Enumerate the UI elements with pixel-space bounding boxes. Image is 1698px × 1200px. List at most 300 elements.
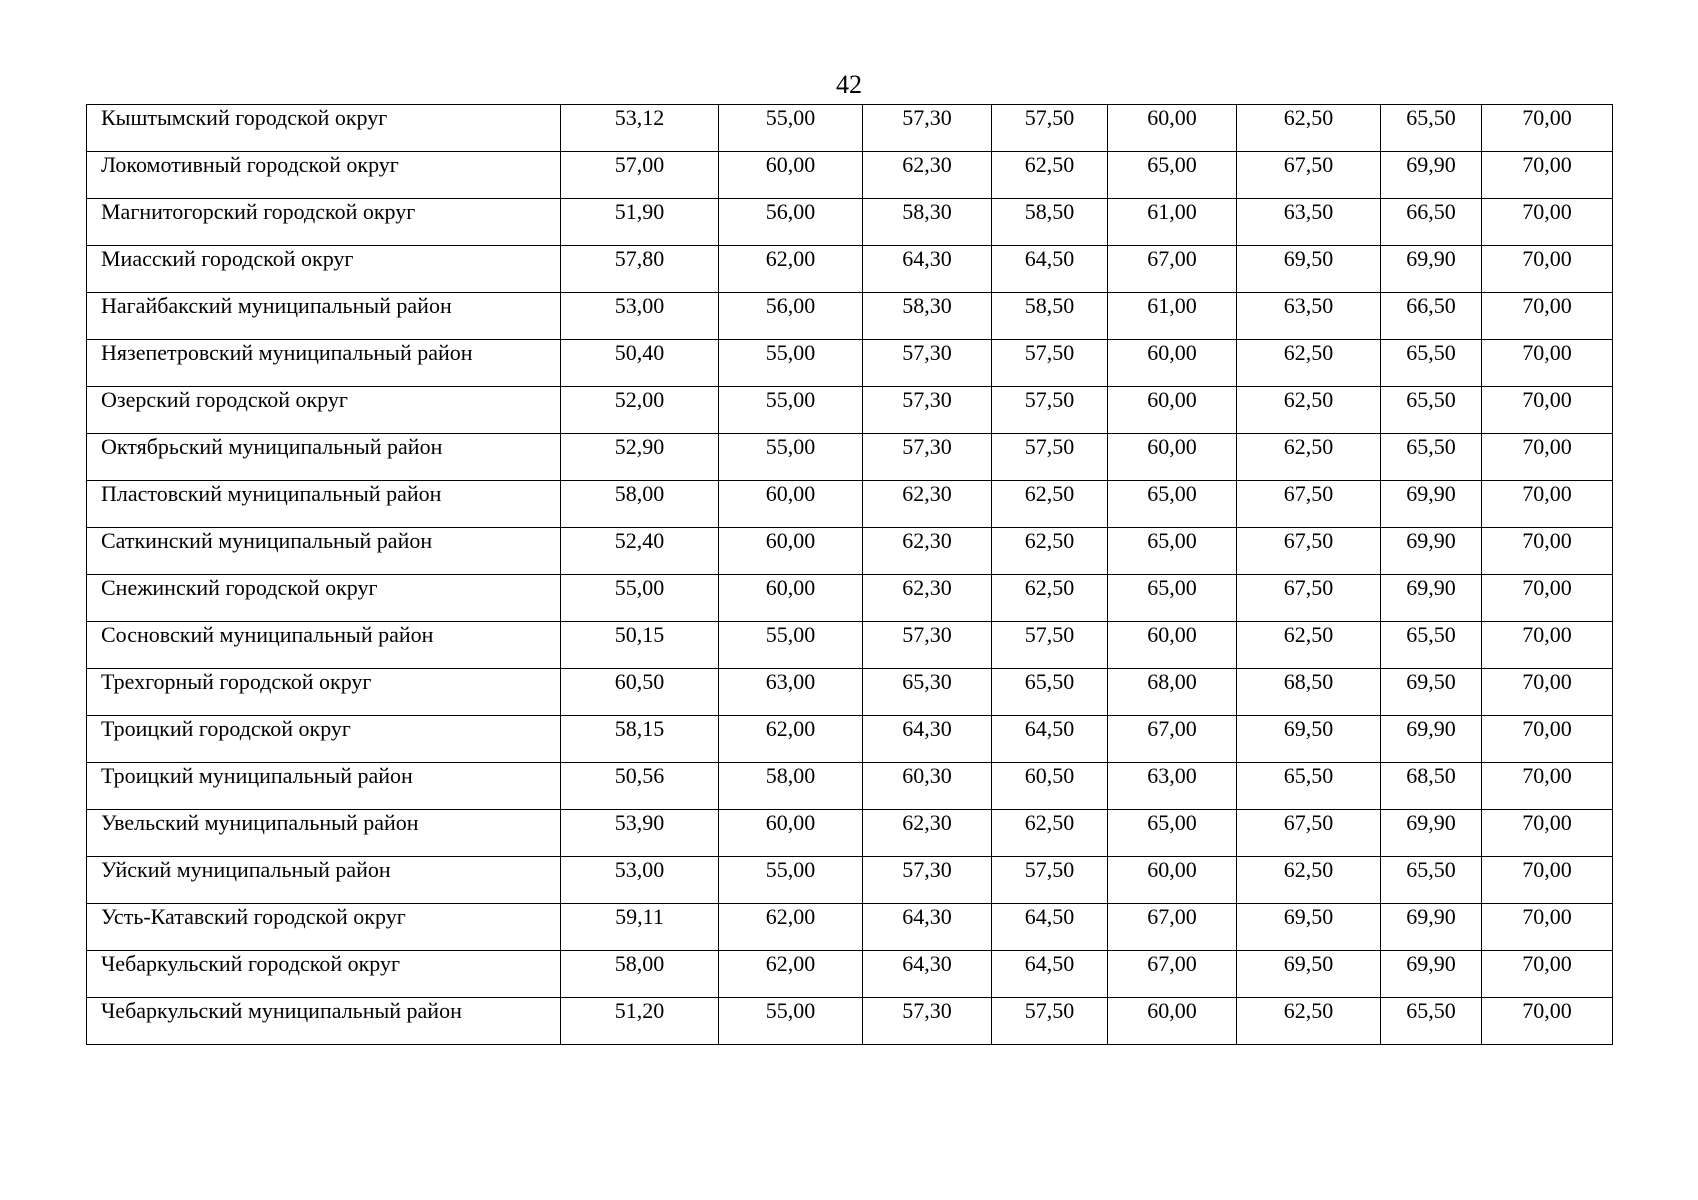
value-cell <box>1482 857 1613 904</box>
value-text: 60,00 <box>765 810 816 835</box>
value-cell <box>1381 293 1482 340</box>
value-text: 57,30 <box>902 387 952 412</box>
value-cell <box>1381 763 1482 810</box>
value-cell <box>1381 622 1482 669</box>
value-text: 64,50 <box>1024 904 1075 929</box>
value-text: 58,00 <box>765 763 816 788</box>
value-cell <box>1482 716 1613 763</box>
value-cell <box>1108 387 1237 434</box>
value-cell <box>719 199 863 246</box>
value-cell <box>561 246 719 293</box>
value-text: 70,00 <box>1522 340 1572 365</box>
value-text: 62,30 <box>902 152 952 177</box>
municipality-name-cell <box>87 810 561 857</box>
municipality-name-cell <box>87 951 561 998</box>
table-row <box>87 528 1613 575</box>
value-text: 62,30 <box>902 575 952 600</box>
value-cell <box>1381 575 1482 622</box>
table-row <box>87 998 1613 1045</box>
value-cell <box>863 763 992 810</box>
value-text: 62,30 <box>902 481 952 506</box>
value-cell <box>1381 857 1482 904</box>
value-cell <box>1108 340 1237 387</box>
value-cell <box>1108 481 1237 528</box>
value-cell <box>719 246 863 293</box>
value-cell <box>992 575 1108 622</box>
value-cell <box>863 387 992 434</box>
table-row <box>87 387 1613 434</box>
value-text: 62,50 <box>1283 387 1334 412</box>
value-text: 65,50 <box>1283 763 1334 788</box>
value-cell <box>992 763 1108 810</box>
value-cell <box>561 105 719 152</box>
value-text: 55,00 <box>765 998 816 1023</box>
value-cell <box>1237 575 1381 622</box>
municipality-name: Октябрьский муниципальный район <box>101 434 443 459</box>
value-cell <box>992 951 1108 998</box>
value-cell <box>719 622 863 669</box>
value-text: 55,00 <box>614 575 665 600</box>
value-cell <box>1381 105 1482 152</box>
data-table <box>86 104 1613 1045</box>
value-cell <box>863 434 992 481</box>
value-cell <box>1482 669 1613 716</box>
value-text: 57,80 <box>614 246 665 271</box>
value-cell <box>992 152 1108 199</box>
value-text: 70,00 <box>1522 105 1572 130</box>
value-text: 63,50 <box>1283 293 1334 318</box>
value-cell <box>992 340 1108 387</box>
value-cell <box>863 293 992 340</box>
value-cell <box>992 716 1108 763</box>
value-text: 69,90 <box>1406 904 1456 929</box>
value-cell <box>719 669 863 716</box>
value-cell <box>719 998 863 1045</box>
value-text: 67,50 <box>1283 575 1334 600</box>
table-row <box>87 434 1613 481</box>
value-cell <box>1108 622 1237 669</box>
value-cell <box>1108 810 1237 857</box>
value-cell <box>1381 528 1482 575</box>
municipality-name: Усть-Катавский городской округ <box>101 904 406 929</box>
municipality-name-cell <box>87 716 561 763</box>
value-text: 62,00 <box>765 904 816 929</box>
value-text: 64,30 <box>902 904 952 929</box>
value-text: 57,50 <box>1024 857 1075 882</box>
value-cell <box>561 575 719 622</box>
table-row <box>87 763 1613 810</box>
value-cell <box>561 387 719 434</box>
value-text: 60,00 <box>1147 105 1197 130</box>
value-cell <box>1482 481 1613 528</box>
value-text: 62,00 <box>765 716 816 741</box>
value-text: 65,00 <box>1147 810 1197 835</box>
municipality-name-cell <box>87 246 561 293</box>
value-text: 65,50 <box>1406 387 1456 412</box>
value-cell <box>561 528 719 575</box>
value-cell <box>1482 105 1613 152</box>
value-text: 60,00 <box>765 575 816 600</box>
value-cell <box>1237 622 1381 669</box>
value-cell <box>1108 904 1237 951</box>
value-text: 70,00 <box>1522 199 1572 224</box>
value-text: 62,50 <box>1283 622 1334 647</box>
value-text: 65,30 <box>902 669 952 694</box>
value-text: 51,20 <box>614 998 665 1023</box>
municipality-name-cell <box>87 763 561 810</box>
value-cell <box>992 481 1108 528</box>
table-row <box>87 716 1613 763</box>
value-text: 60,50 <box>1024 763 1075 788</box>
value-text: 70,00 <box>1522 669 1572 694</box>
municipality-name: Миасский городской округ <box>101 246 354 271</box>
value-cell <box>1237 340 1381 387</box>
value-cell <box>1237 387 1381 434</box>
value-cell <box>1381 904 1482 951</box>
value-text: 63,00 <box>1147 763 1197 788</box>
value-text: 65,00 <box>1147 528 1197 553</box>
value-cell <box>1482 904 1613 951</box>
value-cell <box>561 669 719 716</box>
value-cell <box>719 575 863 622</box>
value-text: 65,50 <box>1406 434 1456 459</box>
value-cell <box>1108 951 1237 998</box>
value-text: 58,30 <box>902 199 952 224</box>
value-cell <box>1482 763 1613 810</box>
value-cell <box>863 340 992 387</box>
value-cell <box>561 904 719 951</box>
value-cell <box>1381 669 1482 716</box>
value-text: 62,50 <box>1283 998 1334 1023</box>
municipality-name-cell <box>87 340 561 387</box>
value-cell <box>992 810 1108 857</box>
value-text: 56,00 <box>765 293 816 318</box>
value-text: 50,56 <box>614 763 665 788</box>
value-text: 67,00 <box>1147 904 1197 929</box>
table-row <box>87 152 1613 199</box>
value-cell <box>992 857 1108 904</box>
value-text: 67,50 <box>1283 810 1334 835</box>
value-text: 63,00 <box>765 669 816 694</box>
value-cell <box>1237 199 1381 246</box>
value-text: 70,00 <box>1522 951 1572 976</box>
value-text: 70,00 <box>1522 622 1572 647</box>
value-text: 60,00 <box>1147 998 1197 1023</box>
value-text: 62,50 <box>1283 340 1334 365</box>
municipality-name: Нязепетровский муниципальный район <box>101 340 473 365</box>
municipality-name: Пластовский муниципальный район <box>101 481 442 506</box>
value-cell <box>561 951 719 998</box>
value-cell <box>1108 246 1237 293</box>
value-text: 70,00 <box>1522 481 1572 506</box>
value-text: 62,50 <box>1024 528 1075 553</box>
municipality-name-cell <box>87 434 561 481</box>
value-cell <box>863 951 992 998</box>
value-cell <box>1482 199 1613 246</box>
value-cell <box>561 716 719 763</box>
value-text: 61,00 <box>1147 293 1197 318</box>
value-text: 64,30 <box>902 246 952 271</box>
value-text: 66,50 <box>1406 293 1456 318</box>
value-text: 52,40 <box>614 528 665 553</box>
value-cell <box>1237 904 1381 951</box>
value-text: 62,50 <box>1024 152 1075 177</box>
value-text: 60,00 <box>765 528 816 553</box>
value-cell <box>992 528 1108 575</box>
value-cell <box>863 246 992 293</box>
value-text: 65,50 <box>1406 340 1456 365</box>
value-cell <box>1237 716 1381 763</box>
value-text: 62,50 <box>1024 481 1075 506</box>
value-text: 57,50 <box>1024 105 1075 130</box>
value-cell <box>992 434 1108 481</box>
value-text: 62,00 <box>765 951 816 976</box>
value-text: 70,00 <box>1522 904 1572 929</box>
value-cell <box>1482 152 1613 199</box>
value-cell <box>1108 528 1237 575</box>
value-text: 60,00 <box>1147 622 1197 647</box>
value-cell <box>1237 293 1381 340</box>
value-text: 55,00 <box>765 622 816 647</box>
value-cell <box>1482 528 1613 575</box>
municipality-name-cell <box>87 481 561 528</box>
value-text: 62,50 <box>1283 105 1334 130</box>
municipality-name: Саткинский муниципальный район <box>101 528 433 553</box>
value-cell <box>863 575 992 622</box>
value-text: 65,00 <box>1147 481 1197 506</box>
value-text: 70,00 <box>1522 998 1572 1023</box>
value-text: 58,50 <box>1024 199 1075 224</box>
value-text: 53,90 <box>614 810 665 835</box>
value-text: 70,00 <box>1522 293 1572 318</box>
value-cell <box>863 105 992 152</box>
municipality-name-cell <box>87 857 561 904</box>
value-text: 70,00 <box>1522 575 1572 600</box>
value-text: 60,30 <box>902 763 952 788</box>
value-cell <box>1482 998 1613 1045</box>
value-cell <box>1482 340 1613 387</box>
table-row <box>87 105 1613 152</box>
value-cell <box>719 152 863 199</box>
value-text: 65,50 <box>1406 998 1456 1023</box>
value-text: 64,50 <box>1024 951 1075 976</box>
table-row <box>87 622 1613 669</box>
value-cell <box>719 387 863 434</box>
municipality-name-cell <box>87 199 561 246</box>
value-cell <box>1108 105 1237 152</box>
value-text: 69,50 <box>1283 904 1334 929</box>
value-text: 62,30 <box>902 810 952 835</box>
value-cell <box>719 481 863 528</box>
value-text: 53,00 <box>614 293 665 318</box>
value-cell <box>1482 622 1613 669</box>
value-text: 57,50 <box>1024 998 1075 1023</box>
municipality-name: Чебаркульский муниципальный район <box>101 998 462 1023</box>
value-text: 67,50 <box>1283 152 1334 177</box>
value-cell <box>992 293 1108 340</box>
table-row <box>87 246 1613 293</box>
value-text: 57,30 <box>902 340 952 365</box>
value-cell <box>1108 716 1237 763</box>
value-text: 58,00 <box>614 481 665 506</box>
value-text: 56,00 <box>765 199 816 224</box>
value-cell <box>1482 246 1613 293</box>
value-cell <box>1482 387 1613 434</box>
value-cell <box>719 716 863 763</box>
value-text: 62,30 <box>902 528 952 553</box>
value-cell <box>561 293 719 340</box>
value-cell <box>561 622 719 669</box>
value-text: 63,50 <box>1283 199 1334 224</box>
value-cell <box>1108 763 1237 810</box>
value-text: 53,00 <box>614 857 665 882</box>
value-text: 67,00 <box>1147 951 1197 976</box>
value-text: 69,50 <box>1406 669 1456 694</box>
value-cell <box>863 904 992 951</box>
value-cell <box>1108 857 1237 904</box>
value-text: 57,50 <box>1024 622 1075 647</box>
value-cell <box>1108 293 1237 340</box>
value-cell <box>1381 716 1482 763</box>
value-cell <box>719 434 863 481</box>
value-text: 70,00 <box>1522 810 1572 835</box>
value-text: 67,00 <box>1147 246 1197 271</box>
value-cell <box>863 152 992 199</box>
value-cell <box>992 105 1108 152</box>
value-text: 64,50 <box>1024 716 1075 741</box>
value-text: 57,50 <box>1024 434 1075 459</box>
municipality-name: Озерский городской округ <box>101 387 348 412</box>
value-text: 57,30 <box>902 857 952 882</box>
municipality-name-cell <box>87 622 561 669</box>
value-text: 60,00 <box>1147 857 1197 882</box>
municipality-name-cell <box>87 904 561 951</box>
value-cell <box>1482 810 1613 857</box>
value-cell <box>1381 387 1482 434</box>
municipality-name: Троицкий муниципальный район <box>101 763 413 788</box>
value-text: 62,50 <box>1024 575 1075 600</box>
value-cell <box>1237 998 1381 1045</box>
value-text: 58,00 <box>614 951 665 976</box>
value-cell <box>1237 528 1381 575</box>
value-cell <box>1108 434 1237 481</box>
value-text: 67,50 <box>1283 481 1334 506</box>
value-cell <box>561 199 719 246</box>
value-cell <box>1381 246 1482 293</box>
municipality-name-cell <box>87 105 561 152</box>
value-cell <box>1237 246 1381 293</box>
value-cell <box>863 998 992 1045</box>
value-text: 62,50 <box>1283 434 1334 459</box>
municipality-name-cell <box>87 387 561 434</box>
value-text: 65,50 <box>1406 622 1456 647</box>
value-cell <box>1237 763 1381 810</box>
value-cell <box>1381 199 1482 246</box>
value-text: 52,00 <box>614 387 665 412</box>
value-text: 60,00 <box>1147 387 1197 412</box>
value-cell <box>1108 669 1237 716</box>
value-text: 69,90 <box>1406 951 1456 976</box>
value-cell <box>1237 481 1381 528</box>
value-text: 64,30 <box>902 716 952 741</box>
value-cell <box>561 340 719 387</box>
value-cell <box>992 622 1108 669</box>
table-row <box>87 340 1613 387</box>
municipality-name: Троицкий городской округ <box>101 716 351 741</box>
value-text: 57,30 <box>902 622 952 647</box>
value-cell <box>1482 575 1613 622</box>
value-text: 55,00 <box>765 387 816 412</box>
municipality-name-cell <box>87 998 561 1045</box>
value-text: 57,30 <box>902 105 952 130</box>
value-cell <box>863 857 992 904</box>
municipality-name: Кыштымский городской округ <box>101 105 388 130</box>
value-cell <box>719 904 863 951</box>
table-row <box>87 481 1613 528</box>
value-text: 50,40 <box>614 340 665 365</box>
value-cell <box>992 998 1108 1045</box>
value-cell <box>1381 152 1482 199</box>
value-text: 69,90 <box>1406 575 1456 600</box>
value-text: 57,50 <box>1024 340 1075 365</box>
municipality-name: Уйский муниципальный район <box>101 857 391 882</box>
value-text: 65,50 <box>1406 857 1456 882</box>
value-cell <box>719 340 863 387</box>
value-text: 61,00 <box>1147 199 1197 224</box>
municipality-name: Трехгорный городской округ <box>101 669 372 694</box>
value-text: 60,00 <box>1147 434 1197 459</box>
value-text: 70,00 <box>1522 857 1572 882</box>
value-cell <box>1237 434 1381 481</box>
value-cell <box>992 669 1108 716</box>
value-cell <box>992 199 1108 246</box>
value-text: 65,50 <box>1024 669 1075 694</box>
value-text: 69,50 <box>1283 246 1334 271</box>
page-number: 42 <box>836 70 862 99</box>
value-cell <box>1108 199 1237 246</box>
value-text: 67,50 <box>1283 528 1334 553</box>
value-text: 53,12 <box>614 105 665 130</box>
value-cell <box>863 716 992 763</box>
municipality-name: Локомотивный городской округ <box>101 152 399 177</box>
value-text: 62,50 <box>1283 857 1334 882</box>
value-cell <box>561 857 719 904</box>
value-cell <box>561 763 719 810</box>
value-text: 64,30 <box>902 951 952 976</box>
value-text: 57,00 <box>614 152 665 177</box>
value-text: 60,00 <box>765 481 816 506</box>
value-cell <box>719 293 863 340</box>
value-text: 57,50 <box>1024 387 1075 412</box>
table-body <box>87 105 1613 1045</box>
municipality-name: Чебаркульский городской округ <box>101 951 401 976</box>
table-row <box>87 199 1613 246</box>
value-text: 69,90 <box>1406 246 1456 271</box>
value-cell <box>992 904 1108 951</box>
municipality-name: Сосновский муниципальный район <box>101 622 434 647</box>
value-cell <box>719 951 863 998</box>
value-text: 55,00 <box>765 857 816 882</box>
municipality-name: Нагайбакский муниципальный район <box>101 293 452 318</box>
value-cell <box>863 810 992 857</box>
value-text: 69,90 <box>1406 152 1456 177</box>
value-cell <box>719 857 863 904</box>
municipality-name-cell <box>87 293 561 340</box>
value-cell <box>863 528 992 575</box>
value-text: 57,30 <box>902 434 952 459</box>
value-text: 55,00 <box>765 105 816 130</box>
value-cell <box>1237 857 1381 904</box>
